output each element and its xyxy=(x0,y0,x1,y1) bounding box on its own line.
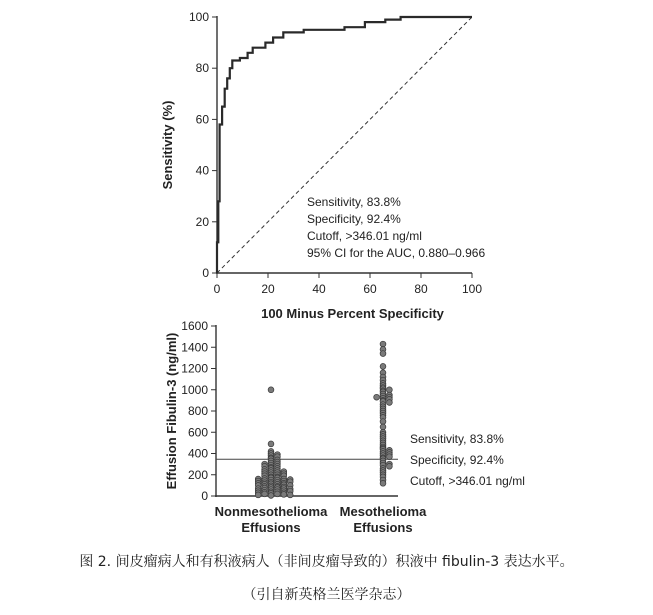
dot-y-tick-label: 0 xyxy=(201,489,208,503)
roc-x-tick-label: 80 xyxy=(414,282,428,296)
roc-x-tick-label: 100 xyxy=(461,282,483,296)
dot-category-label: Nonmesothelioma xyxy=(214,504,328,519)
dot-point xyxy=(380,424,386,430)
dot-point xyxy=(262,491,268,497)
dot-point xyxy=(387,454,393,460)
dot-category-label: Effusions xyxy=(353,520,413,535)
roc-y-tick-label: 80 xyxy=(195,61,209,76)
roc-annotation-line: Cutoff, >346.01 ng/ml xyxy=(307,229,422,243)
roc-y-tick-label: 60 xyxy=(195,112,209,127)
dot-y-tick-label: 400 xyxy=(187,446,208,461)
dot-y-axis-label: Effusion Fibulin-3 (ng/ml) xyxy=(164,332,179,490)
figure-caption: 图 2. 间皮瘤病人和有积液病人（非间皮瘤导致的）积液中 fibulin-3 表达水平。 xyxy=(79,554,574,570)
dot-y-tick-label: 1600 xyxy=(181,319,208,333)
dot-y-tick-label: 600 xyxy=(187,425,208,440)
roc-annotation-line: 95% CI for the AUC, 0.880–0.966 xyxy=(307,246,486,260)
roc-y-tick-label: 40 xyxy=(195,163,209,178)
roc-y-axis-label: Sensitivity (%) xyxy=(160,100,175,190)
roc-x-tick-label: 0 xyxy=(213,282,221,296)
roc-y-tick-label: 0 xyxy=(202,266,209,280)
roc-annotation-line: Sensitivity, 83.8% xyxy=(307,195,401,209)
dot-point xyxy=(287,492,293,498)
dot-point xyxy=(281,492,287,498)
dot-point xyxy=(374,394,380,400)
roc-x-tick-label: 60 xyxy=(363,282,377,296)
dot-point xyxy=(275,491,281,497)
roc-x-axis-label: 100 Minus Percent Specificity xyxy=(261,306,444,321)
dot-annotation-line: Sensitivity, 83.8% xyxy=(410,432,504,446)
dot-y-tick-label: 1400 xyxy=(181,340,208,355)
dot-point xyxy=(268,493,274,499)
roc-x-tick-label: 20 xyxy=(261,282,275,296)
dot-point xyxy=(380,480,386,486)
dot-point xyxy=(387,463,393,469)
dot-point xyxy=(387,387,393,393)
roc-y-tick-label: 100 xyxy=(188,10,209,24)
dot-annotation-line: Cutoff, >346.01 ng/ml xyxy=(410,474,525,488)
dot-point xyxy=(387,400,393,406)
dot-point xyxy=(255,492,261,498)
dot-y-tick-label: 200 xyxy=(187,467,208,482)
roc-y-tick-label: 20 xyxy=(195,214,209,229)
figure-source: （引自新英格兰医学杂志） xyxy=(242,587,411,603)
dot-point xyxy=(268,387,274,393)
roc-x-tick-label: 40 xyxy=(312,282,326,296)
dot-category-label: Mesothelioma xyxy=(339,504,427,519)
dot-point xyxy=(380,341,386,347)
dot-point xyxy=(380,419,386,425)
dot-y-tick-label: 800 xyxy=(187,404,208,418)
dot-point xyxy=(380,351,386,357)
roc-annotation-line: Specificity, 92.4% xyxy=(307,212,401,226)
dot-y-tick-label: 1200 xyxy=(181,361,208,376)
dot-category-label: Effusions xyxy=(241,520,301,535)
dot-annotation-line: Specificity, 92.4% xyxy=(410,453,504,467)
dot-point xyxy=(380,364,386,370)
dot-plot-chart xyxy=(164,319,525,535)
roc-chart xyxy=(160,10,485,321)
dot-point xyxy=(268,441,274,447)
dot-y-tick-label: 1000 xyxy=(181,382,208,397)
